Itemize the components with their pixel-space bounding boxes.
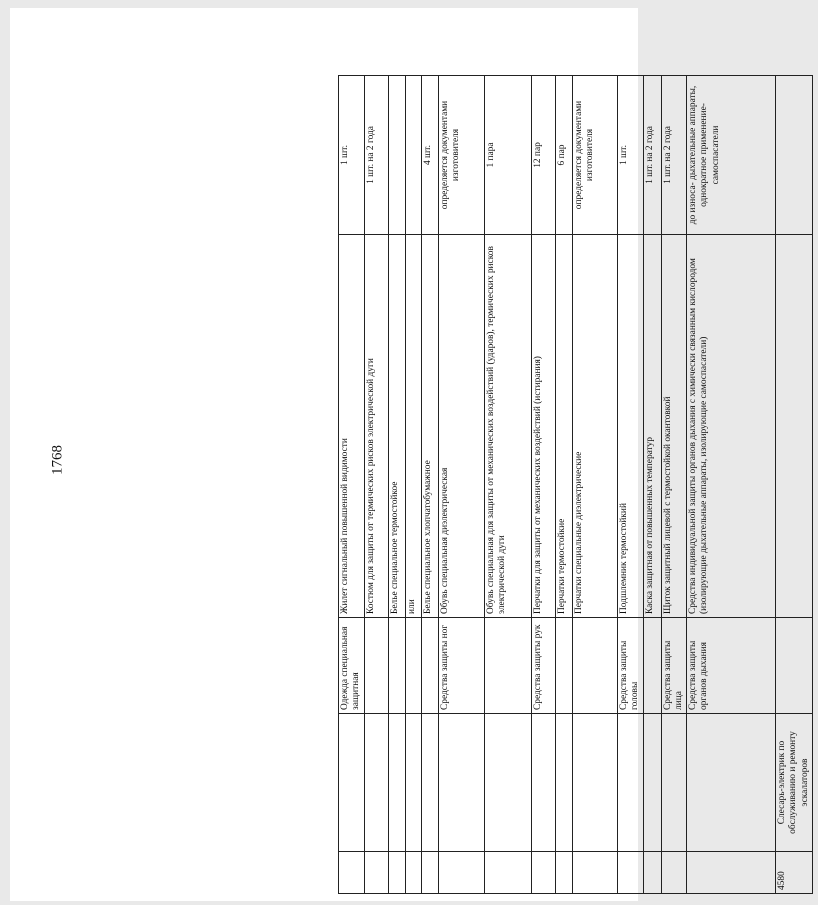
category-cell: Средства защиты ног — [439, 617, 485, 713]
profession-cell — [573, 713, 618, 851]
table-row — [532, 75, 556, 893]
item-cell: Перчатки специальные диэлектрические — [573, 234, 618, 617]
row-number-cell — [339, 851, 365, 893]
profession-cell — [485, 713, 532, 851]
profession-cell — [406, 713, 422, 851]
quantity-cell — [406, 75, 422, 234]
table-row — [573, 75, 618, 893]
quantity-cell: 1 шт. на 2 года — [365, 75, 389, 234]
quantity-cell: 1 шт. — [339, 75, 365, 234]
row-number-cell — [618, 851, 644, 893]
row-number-cell — [661, 851, 687, 893]
quantity-cell: до износа- дыхательные аппараты, однократное применение- самоспасатели — [687, 75, 776, 234]
row-number-cell — [389, 851, 406, 893]
page-number: 1768 — [49, 445, 66, 475]
row-number-cell — [485, 851, 532, 893]
profession-cell — [687, 713, 776, 851]
ppe-norms-table — [338, 75, 813, 894]
table-row — [643, 75, 661, 893]
quantity-cell: 1 шт. — [618, 75, 644, 234]
category-cell — [422, 617, 439, 713]
row-number-cell — [422, 851, 439, 893]
rotated-table-container — [338, 76, 818, 894]
category-cell — [556, 617, 573, 713]
category-cell: Одежда специальная защитная — [339, 617, 365, 713]
quantity-cell: 6 пар — [556, 75, 573, 234]
row-number-cell — [406, 851, 422, 893]
quantity-cell — [389, 75, 406, 234]
item-cell: Перчатки для защиты от механических воздействий (истирания) — [532, 234, 556, 617]
profession-cell — [422, 713, 439, 851]
table-row — [661, 75, 687, 893]
table-row — [556, 75, 573, 893]
item-cell: или — [406, 234, 422, 617]
profession-cell — [365, 713, 389, 851]
item-cell: Жилет сигнальный повышенной видимости — [339, 234, 365, 617]
row-number-cell — [643, 851, 661, 893]
table-row — [389, 75, 406, 893]
table-row — [339, 75, 365, 893]
item-cell: Белье специальное хлопчатобумажное — [422, 234, 439, 617]
row-number-cell — [365, 851, 389, 893]
item-cell — [776, 234, 813, 617]
item-cell: Костюм для защиты от термических рисков электрической дуги — [365, 234, 389, 617]
category-cell: Средства защиты головы — [618, 617, 644, 713]
quantity-cell: 1 шт. на 2 года — [643, 75, 661, 234]
item-cell: Средства индивидуальной защиты органов дыхания с химически связанным кислородом (изолирующие дыхательные аппараты, изолирующие самоспасатели) — [687, 234, 776, 617]
table-row — [687, 75, 776, 893]
quantity-cell — [776, 75, 813, 234]
category-cell — [485, 617, 532, 713]
item-cell: Обувь специальная для защиты от механических воздействий (ударов), термических рисков электрической дуги — [485, 234, 532, 617]
table-row — [406, 75, 422, 893]
category-cell — [365, 617, 389, 713]
profession-cell — [643, 713, 661, 851]
item-cell: Обувь специальная диэлектрическая — [439, 234, 485, 617]
quantity-cell: 1 шт. на 2 года — [661, 75, 687, 234]
profession-cell — [339, 713, 365, 851]
quantity-cell: 12 пар — [532, 75, 556, 234]
profession-cell: Слесарь-электрик по обслуживанию и ремонту эскалаторов — [776, 713, 813, 851]
category-cell — [389, 617, 406, 713]
item-cell: Перчатки термостойкие — [556, 234, 573, 617]
row-number-cell — [439, 851, 485, 893]
profession-cell — [389, 713, 406, 851]
profession-cell — [661, 713, 687, 851]
category-cell — [776, 617, 813, 713]
category-cell: Средства защиты рук — [532, 617, 556, 713]
category-cell — [573, 617, 618, 713]
quantity-cell: 4 шт. — [422, 75, 439, 234]
table-row — [365, 75, 389, 893]
category-cell — [406, 617, 422, 713]
table-row — [439, 75, 485, 893]
table-row — [485, 75, 532, 893]
item-cell: Каска защитная от повышенных температур — [643, 234, 661, 617]
profession-cell — [618, 713, 644, 851]
table-row — [422, 75, 439, 893]
table-row — [618, 75, 644, 893]
table-row — [776, 75, 813, 893]
item-cell: Щиток защитный лицевой с термостойкой окантовкой — [661, 234, 687, 617]
document-page — [10, 8, 810, 901]
row-number-cell — [532, 851, 556, 893]
profession-cell — [439, 713, 485, 851]
profession-cell — [556, 713, 573, 851]
row-number-cell — [556, 851, 573, 893]
profession-cell — [532, 713, 556, 851]
category-cell — [643, 617, 661, 713]
quantity-cell: определяется документами изготовителя — [573, 75, 618, 234]
item-cell: Белье специальное термостойкое — [389, 234, 406, 617]
category-cell: Средства защиты органов дыхания — [687, 617, 776, 713]
item-cell: Подшлемник термостойкий — [618, 234, 644, 617]
category-cell: Средства защиты лица — [661, 617, 687, 713]
row-number-cell: 4580 — [776, 851, 813, 893]
quantity-cell: определяется документами изготовителя — [439, 75, 485, 234]
quantity-cell: 1 пара — [485, 75, 532, 234]
row-number-cell — [573, 851, 618, 893]
row-number-cell — [687, 851, 776, 893]
